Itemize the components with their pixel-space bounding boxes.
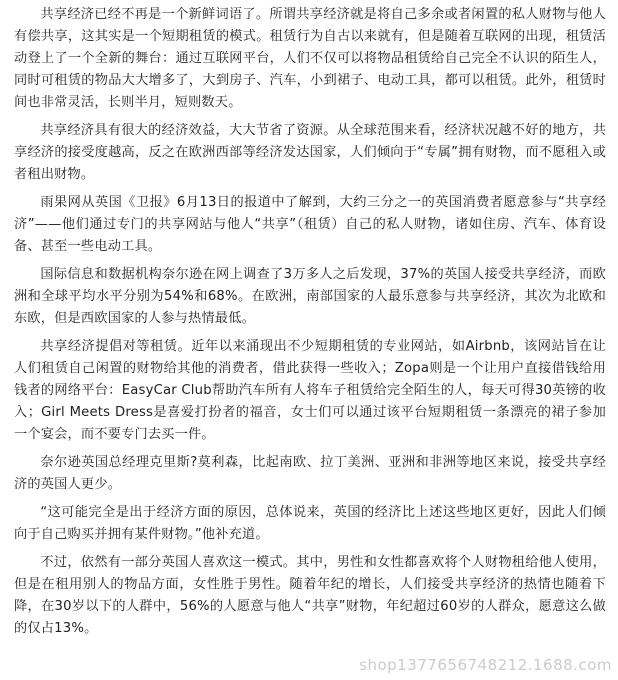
shop-watermark: shop1377656748212.1688.com xyxy=(359,656,612,674)
paragraph-peer-rental-sites: 共享经济提倡对等租赁。近年以来涌现出不少短期租赁的专业网站，如Airbnb，该网站旨在让人们租赁自己闲置的财物给其他的消费者，借此获得一些收入；Zopa则是一个让用户直接借钱给用钱者的网络平台：EasyCar Club帮助汽车所有人将车子租赁给完全陌生的人，每天可得30英镑的收入；Girl Meets Dress是喜爱打扮者的福音，女士们可以通过该平台短期租赁一条漂亮的裙子参加一个宴会，而不要专门去买一件。 xyxy=(14,339,606,442)
paragraph-intro: 共享经济已经不再是一个新鲜词语了。所谓共享经济就是将自己多余或者闲置的私人财物与他人有偿共享，这其实是一个短期租赁的模式。租赁行为自古以来就有，但是随着互联网的出现，租赁活动登上了一个全新的舞台：通过互联网平台，人们不仅可以将物品租赁给自己完全不认识的陌生人，同时可租赁的物品大大增多了，大到房子、汽车，小到裙子、电动工具，都可以租赁。此外，租赁时间也非常灵活，长则半月，短则数天。 xyxy=(14,7,606,110)
paragraph-uk-manager: 奈尔逊英国总经理克里斯?莫利森，比起南欧、拉丁美洲、亚洲和非洲等地区来说，接受共享经济的英国人更少。 xyxy=(14,455,606,492)
paragraph-guardian-report: 雨果网从英国《卫报》6月13日的报道中了解到，大约三分之一的英国消费者愿意参与“共享经济”——他们通过专门的共享网站与他人“共享”（租赁）自己的私人财物，诸如住房、汽车、体育设备、甚至一些电动工具。 xyxy=(14,195,606,254)
paragraph-economic-benefit: 共享经济具有很大的经济效益，大大节省了资源。从全球范围来看，经济状况越不好的地方，共享经济的接受度越高，反之在欧洲西部等经济发达国家，人们倾向于“专属”拥有财物，而不愿租入或者租出财物。 xyxy=(14,123,606,182)
paragraph-gender-age: 不过，依然有一部分英国人喜欢这一模式。其中，男性和女性都喜欢将个人财物租给他人使用，但是在租用别人的物品方面，女性胜于男性。随着年纪的增长，人们接受共享经济的热情也随着下降，在30岁以下的人群中，56%的人愿意与他人“共享”财物，年纪超过60岁的人群众，愿意这么做的仅占13%。 xyxy=(14,555,606,636)
paragraph-nielsen-survey: 国际信息和数据机构奈尔逊在网上调查了3万多人之后发现，37%的英国人接受共享经济，而欧洲和全球平均水平分别为54%和68%。在欧洲，南部国家的人最乐意参与共享经济，其次为北欧和东欧，但是西欧国家的人参与热情最低。 xyxy=(14,267,606,326)
article-body xyxy=(14,4,606,646)
paragraph-quote: “这可能完全是出于经济方面的原因，总体说来，英国的经济比上述这些地区更好，因此人们倾向于自己购买并拥有某件财物。”他补充道。 xyxy=(14,505,606,542)
